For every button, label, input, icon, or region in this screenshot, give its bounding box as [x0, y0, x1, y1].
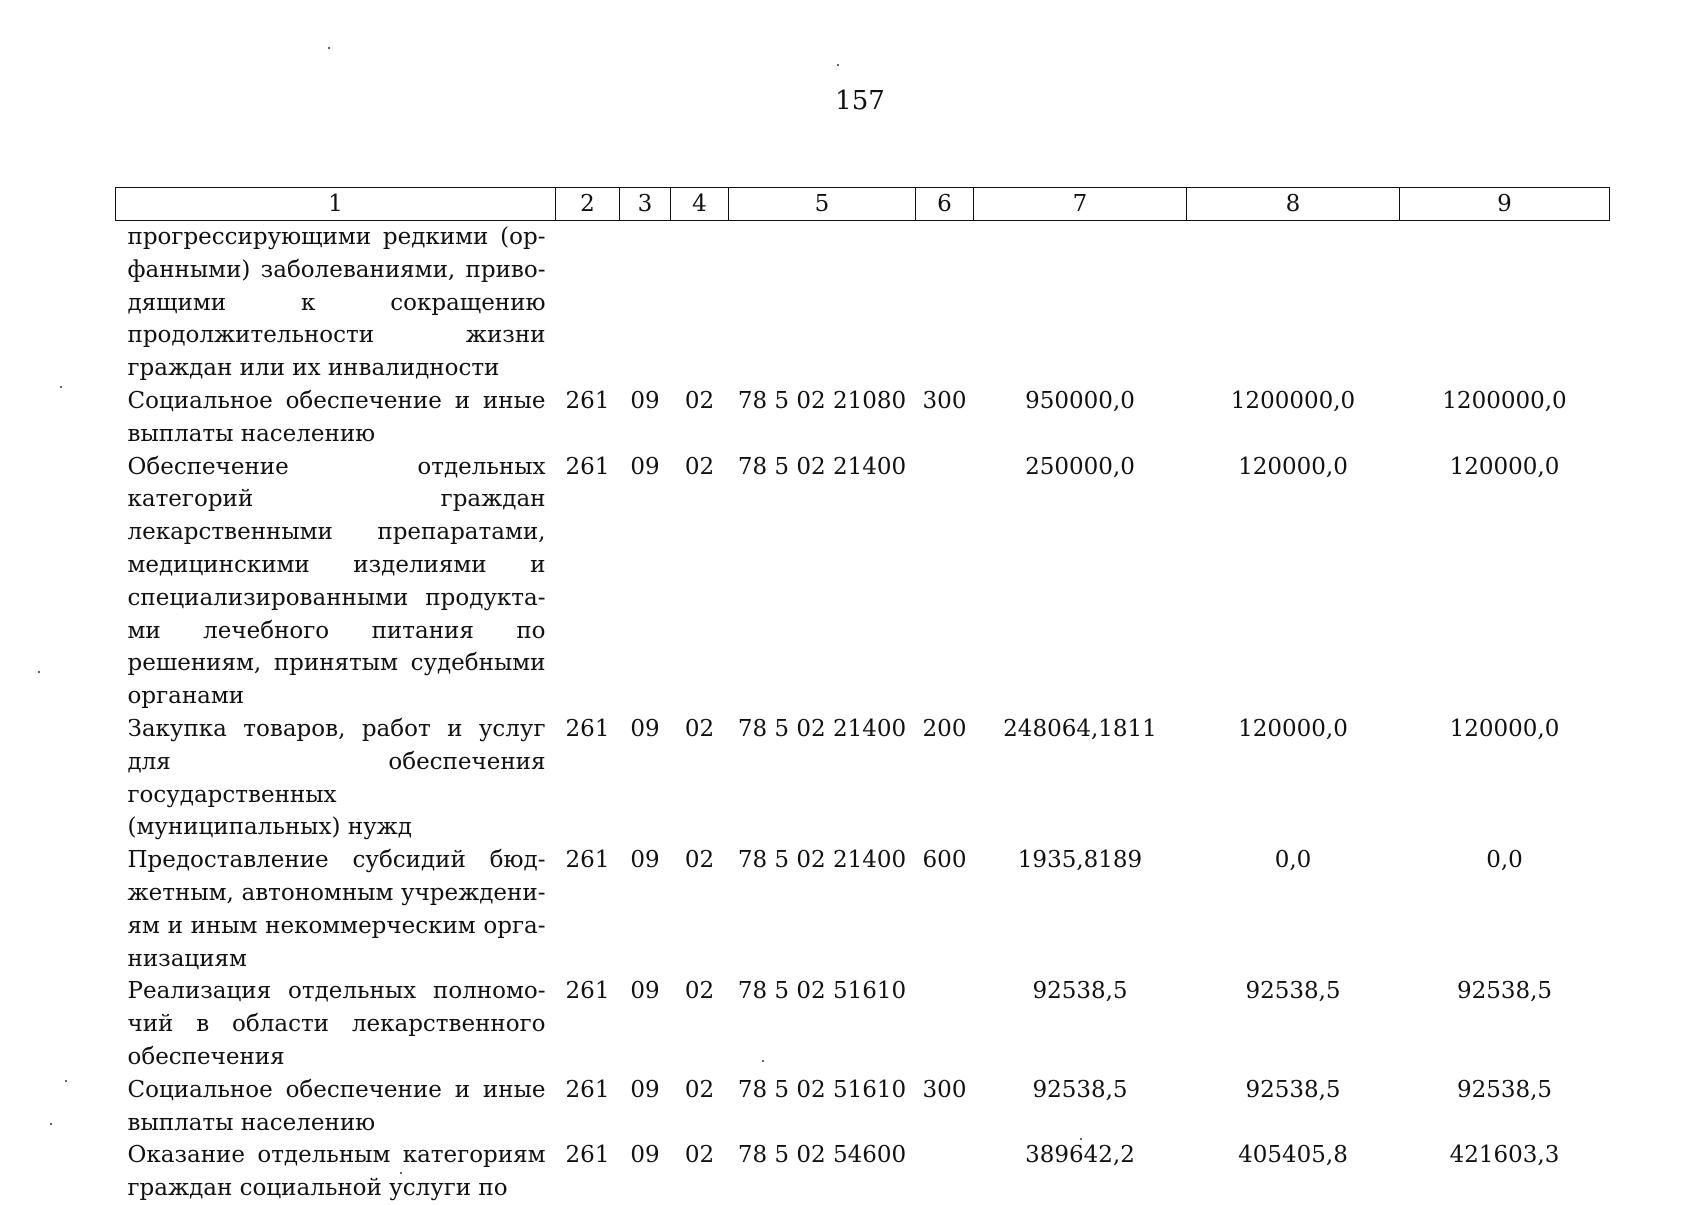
- cell-amount-col9: 120000,0: [1449, 715, 1560, 742]
- budget-table: [115, 187, 1610, 1205]
- cell-expense-type: [916, 451, 974, 713]
- row-description: Предоставление субсидий бюджетным, автономным учреждениям и иным некоммерческим организациям: [127, 847, 546, 972]
- column-header-1: 1: [116, 188, 556, 221]
- column-header-2: 2: [556, 188, 620, 221]
- row-description: прогрессирующими редкими (орфанными) заболеваниями, приводящими к сокращению продолжительности жизни граждан или их инвалидности: [127, 224, 546, 382]
- cell-amount-col8: 120000,0: [1238, 715, 1348, 742]
- table-row: [116, 1139, 1610, 1205]
- cell-section: 09: [630, 1076, 660, 1103]
- row-description: Реализация отдельных полномочий в области лекарственного обеспечения: [127, 978, 546, 1070]
- cell-target-article: 78 5 02 21400: [737, 847, 907, 874]
- cell-target-article: 78 5 02 54600: [737, 1142, 907, 1169]
- cell-subsection: 02: [684, 1142, 715, 1169]
- header-row: [116, 188, 1610, 221]
- column-header-3: 3: [620, 188, 671, 221]
- cell-ministry-code: [556, 221, 620, 385]
- row-description: Оказание отдельным категориям граждан социальной услуги по: [127, 1142, 546, 1202]
- cell-amount-col8: 1200000,0: [1230, 387, 1356, 414]
- table-row: [116, 713, 1610, 844]
- cell-expense-type: [916, 975, 974, 1073]
- row-description: Закупка товаров, работ и услуг для обеспечения государственных (муниципальных) нужд: [127, 715, 546, 841]
- cell-subsection: 02: [684, 453, 715, 480]
- table-header: [116, 188, 1610, 221]
- cell-subsection: 02: [684, 847, 715, 874]
- cell-ministry-code: 261: [565, 387, 610, 414]
- cell-section: 09: [630, 453, 660, 480]
- scan-speck: [65, 1080, 67, 1082]
- cell-amount-col7: [974, 221, 1187, 385]
- column-header-4: 4: [671, 188, 729, 221]
- cell-amount-col9: 92538,5: [1456, 978, 1553, 1005]
- cell-ministry-code: 261: [565, 1076, 610, 1103]
- cell-ministry-code: 261: [565, 847, 610, 874]
- cell-amount-col9: 1200000,0: [1442, 387, 1567, 414]
- cell-ministry-code: 261: [565, 453, 610, 480]
- cell-amount-col7: 92538,5: [1032, 1076, 1128, 1103]
- cell-subsection: 02: [684, 978, 715, 1005]
- cell-subsection: 02: [684, 715, 715, 742]
- cell-amount-col7: 248064,1811: [1003, 715, 1157, 742]
- cell-target-article: 78 5 02 51610: [737, 1076, 907, 1103]
- cell-amount-col8: 405405,8: [1238, 1142, 1348, 1169]
- cell-amount-col8: 92538,5: [1245, 1076, 1341, 1103]
- page-number: 157: [835, 86, 885, 116]
- cell-target-article: 78 5 02 51610: [737, 978, 907, 1005]
- cell-amount-col7: 250000,0: [1025, 453, 1135, 480]
- cell-amount-col9: [1400, 221, 1610, 385]
- cell-ministry-code: 261: [565, 715, 610, 742]
- cell-subsection: 02: [684, 1076, 715, 1103]
- cell-amount-col8: 92538,5: [1245, 978, 1341, 1005]
- cell-subsection: 02: [684, 387, 715, 414]
- cell-expense-type: 200: [922, 715, 967, 742]
- cell-section: 09: [630, 1142, 660, 1169]
- cell-expense-type: 300: [922, 387, 967, 414]
- cell-expense-type: 300: [922, 1076, 967, 1103]
- table-row: [116, 975, 1610, 1073]
- cell-section: [620, 221, 671, 385]
- table-row: [116, 1074, 1610, 1140]
- table-row: [116, 221, 1610, 385]
- table-body: [116, 221, 1610, 1205]
- cell-amount-col7: 950000,0: [1025, 387, 1135, 414]
- cell-section: 09: [630, 978, 660, 1005]
- cell-amount-col9: 421603,3: [1449, 1142, 1560, 1169]
- cell-section: 09: [630, 387, 660, 414]
- column-header-7: 7: [974, 188, 1187, 221]
- cell-amount-col9: 0,0: [1486, 847, 1523, 874]
- scan-speck: [328, 47, 330, 49]
- cell-expense-type: 600: [922, 847, 967, 874]
- cell-section: 09: [630, 847, 660, 874]
- table-row: [116, 451, 1610, 713]
- cell-target-article: 78 5 02 21400: [737, 715, 907, 742]
- column-header-6: 6: [916, 188, 974, 221]
- cell-section: 09: [630, 715, 660, 742]
- scan-speck: [50, 1123, 52, 1125]
- cell-amount-col7: 92538,5: [1032, 978, 1128, 1005]
- cell-amount-col9: 92538,5: [1456, 1076, 1553, 1103]
- table-row: [116, 385, 1610, 451]
- row-description: Социальное обеспечение и иные выплаты населению: [127, 1076, 546, 1136]
- cell-amount-col7: 1935,8189: [1017, 847, 1143, 874]
- scan-speck: [60, 386, 62, 388]
- cell-ministry-code: 261: [565, 1142, 610, 1169]
- cell-amount-col9: 120000,0: [1449, 453, 1560, 480]
- cell-target-article: 78 5 02 21080: [737, 387, 907, 414]
- cell-amount-col8: [1187, 221, 1400, 385]
- column-header-5: 5: [729, 188, 916, 221]
- column-header-8: 8: [1187, 188, 1400, 221]
- row-description: Обеспечение отдельных категорий граждан лекарственными препаратами, медицинскими изделиями и специализированными продуктами лечебного питания по решениям, принятым судебными органами: [127, 453, 546, 710]
- scan-speck: [837, 64, 839, 66]
- table-row: [116, 844, 1610, 975]
- column-header-9: 9: [1400, 188, 1610, 221]
- cell-amount-col8: 120000,0: [1238, 453, 1348, 480]
- scan-speck: [38, 671, 40, 673]
- cell-amount-col8: 0,0: [1274, 847, 1312, 874]
- cell-ministry-code: 261: [565, 978, 610, 1005]
- cell-target-article: [729, 221, 916, 385]
- cell-target-article: 78 5 02 21400: [737, 453, 907, 480]
- cell-amount-col7: 389642,2: [1025, 1142, 1135, 1169]
- cell-subsection: [671, 221, 729, 385]
- row-description: Социальное обеспечение и иные выплаты населению: [127, 387, 546, 447]
- cell-expense-type: [916, 221, 974, 385]
- cell-expense-type: [916, 1139, 974, 1205]
